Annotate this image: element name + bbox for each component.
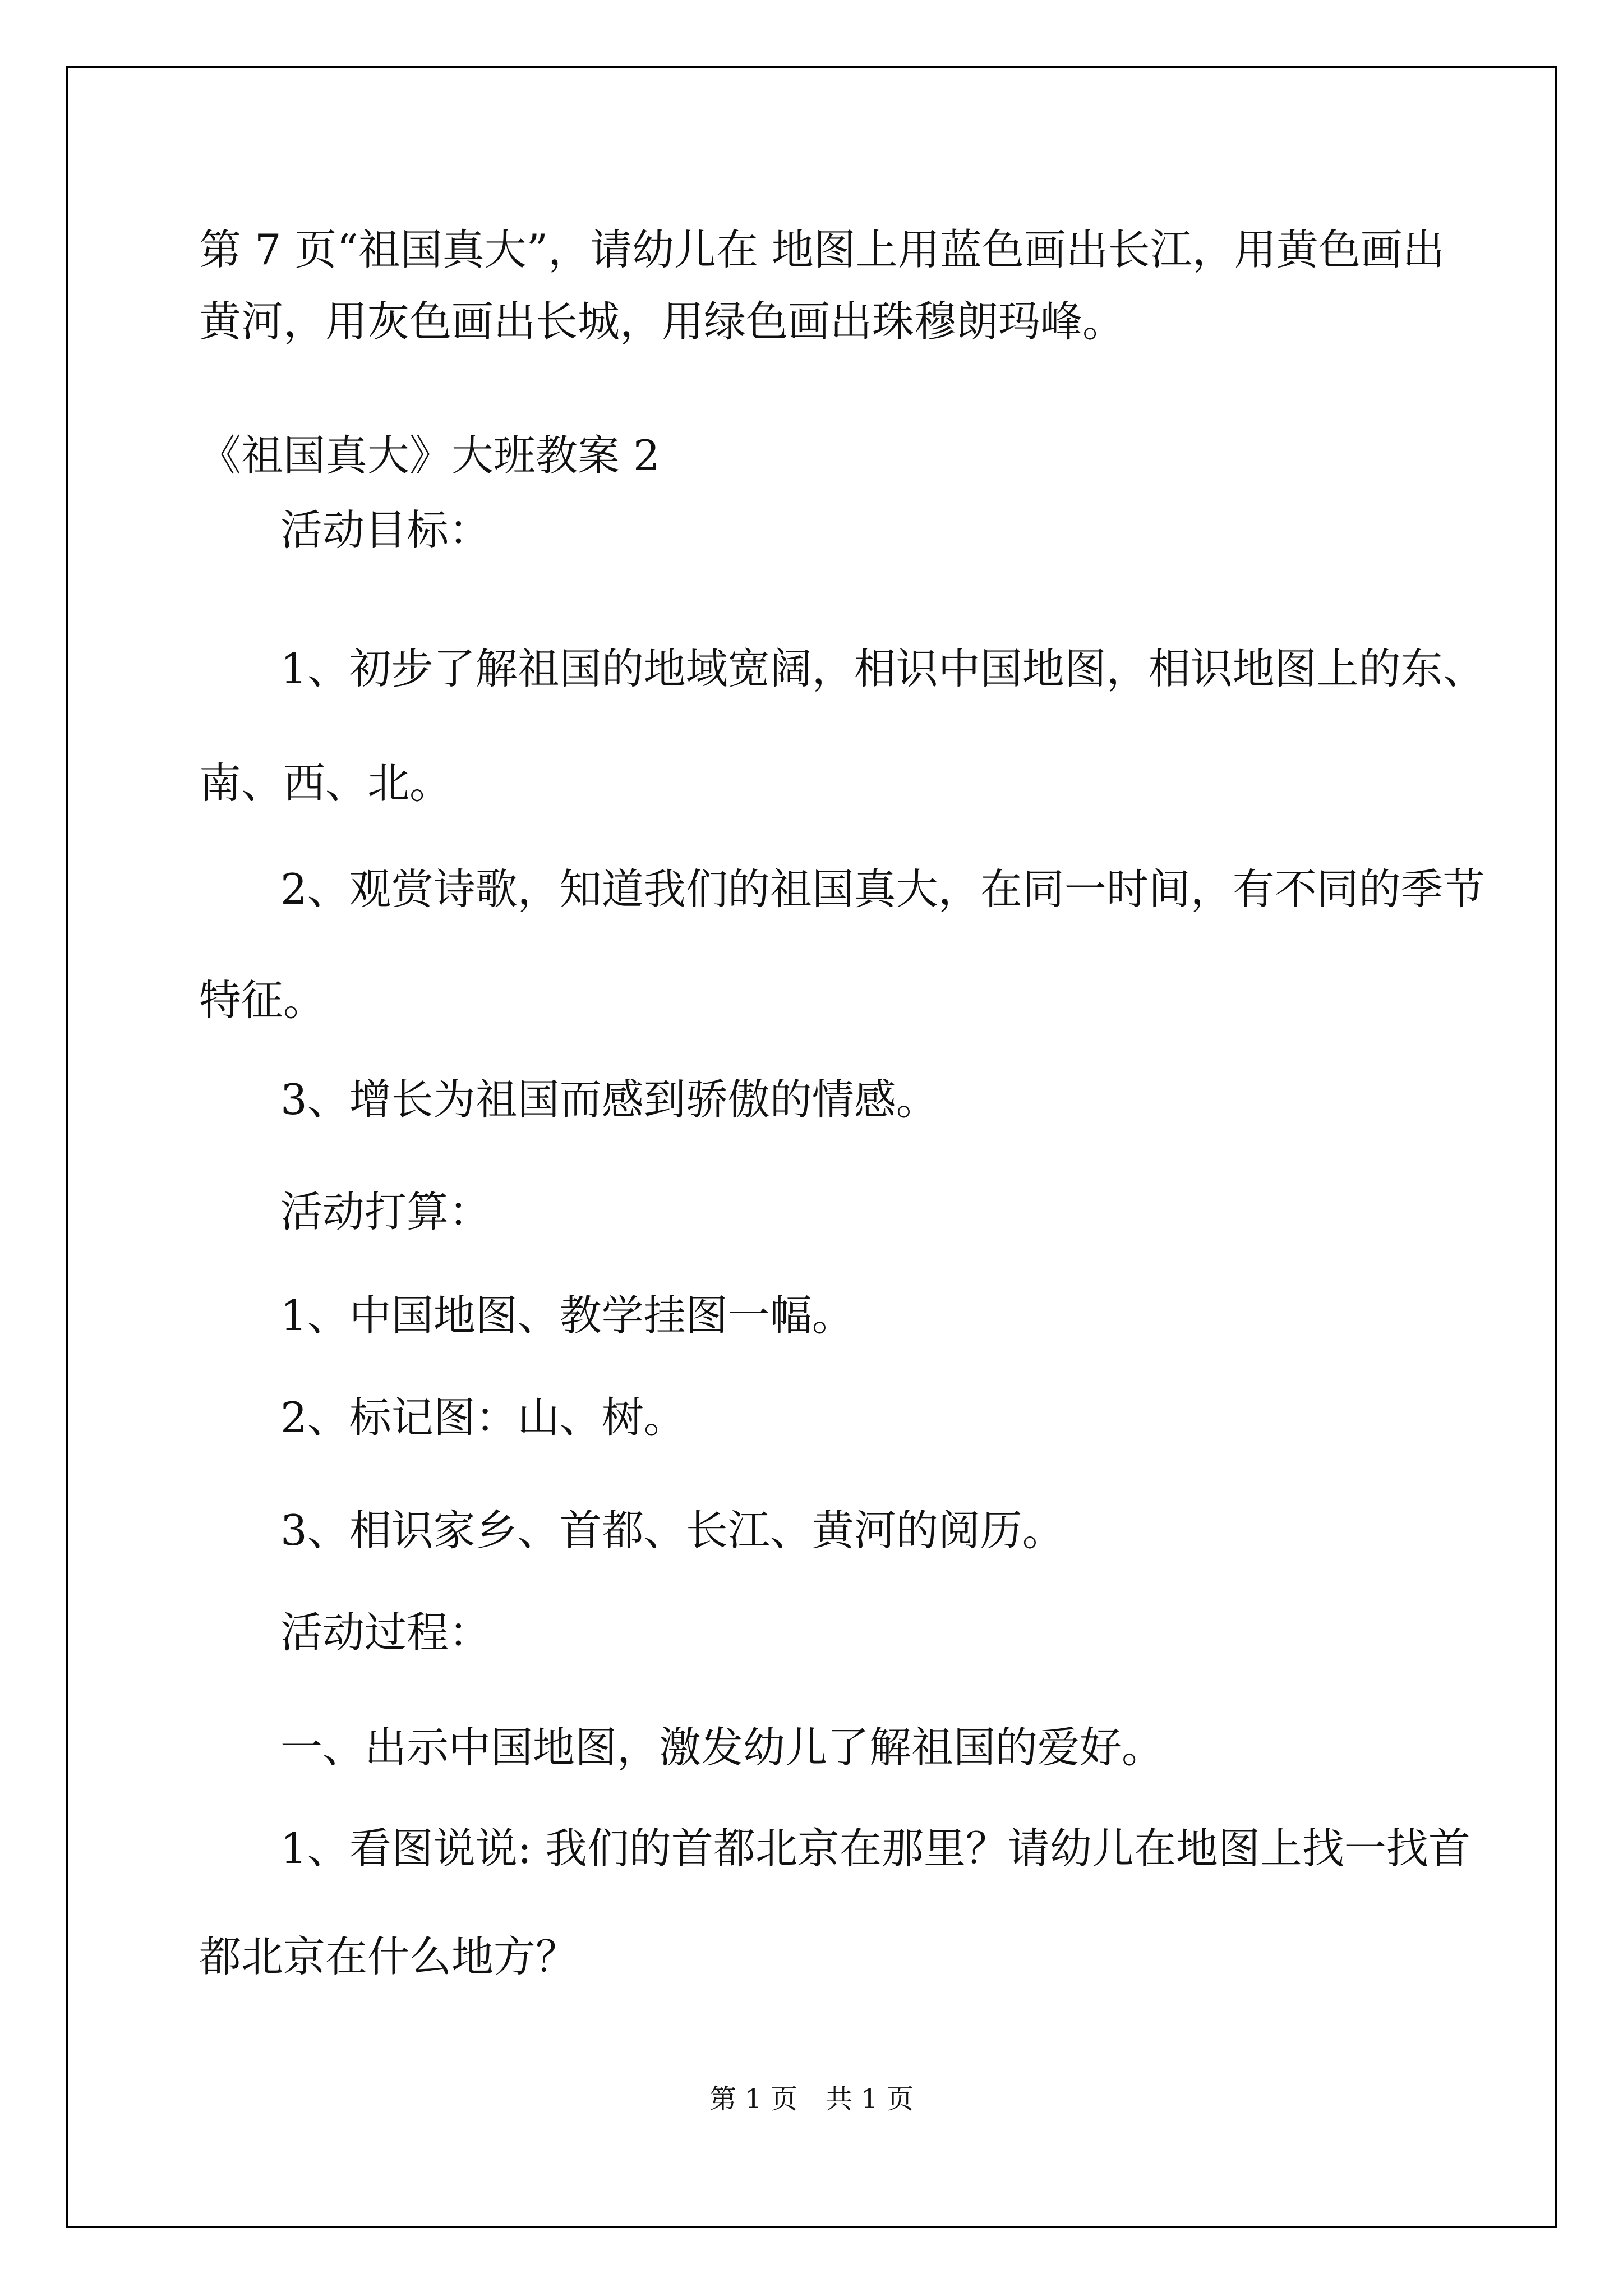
body-line-prep-1: 1、中国地图、教学挂图一幅。 <box>280 1291 854 1340</box>
body-line-goal-3: 3、增长为祖国而感到骄傲的情感。 <box>280 1075 938 1124</box>
body-line-goal-1: 1、初步了解祖国的地域宽阔，相识中国地图，相识地图上的东、 <box>280 644 1485 693</box>
heading-activity-process: 活动过程： <box>280 1608 491 1657</box>
body-line-process-1: 一、出示中国地图，激发幼儿了解祖国的爱好。 <box>280 1723 1164 1772</box>
heading-activity-goals: 活动目标： <box>280 505 491 555</box>
page-footer <box>0 2082 1623 2116</box>
heading-activity-prep: 活动打算： <box>280 1187 491 1236</box>
body-line-1: 第 7 页“祖国真大”，请幼儿在 地图上用蓝色画出长江，用黄色画出 <box>199 225 1445 274</box>
footer-page-number: 第 1 页 <box>709 2083 797 2115</box>
body-line-goal-1-cont: 南、西、北。 <box>199 758 452 808</box>
footer-total-pages: 共 1 页 <box>826 2083 914 2115</box>
body-line-process-2: 1、看图说说: 我们的首都北京在那里？请幼儿在地图上找一找首 <box>280 1824 1470 1873</box>
section-title: 《祖国真大》大班教案 2 <box>199 431 660 480</box>
body-line-prep-3: 3、相识家乡、首都、长江、黄河的阅历。 <box>280 1506 1064 1555</box>
page-border <box>66 66 1557 2228</box>
body-line-prep-2: 2、标记图：山、树。 <box>280 1393 686 1442</box>
body-line-goal-2: 2、观赏诗歌，知道我们的祖国真大，在同一时间，有不同的季节 <box>280 864 1485 914</box>
body-line-process-2-cont: 都北京在什么地方？ <box>199 1932 578 1981</box>
body-line-2: 黄河，用灰色画出长城，用绿色画出珠穆朗玛峰。 <box>199 297 1125 346</box>
body-line-goal-2-cont: 特征。 <box>199 976 326 1025</box>
